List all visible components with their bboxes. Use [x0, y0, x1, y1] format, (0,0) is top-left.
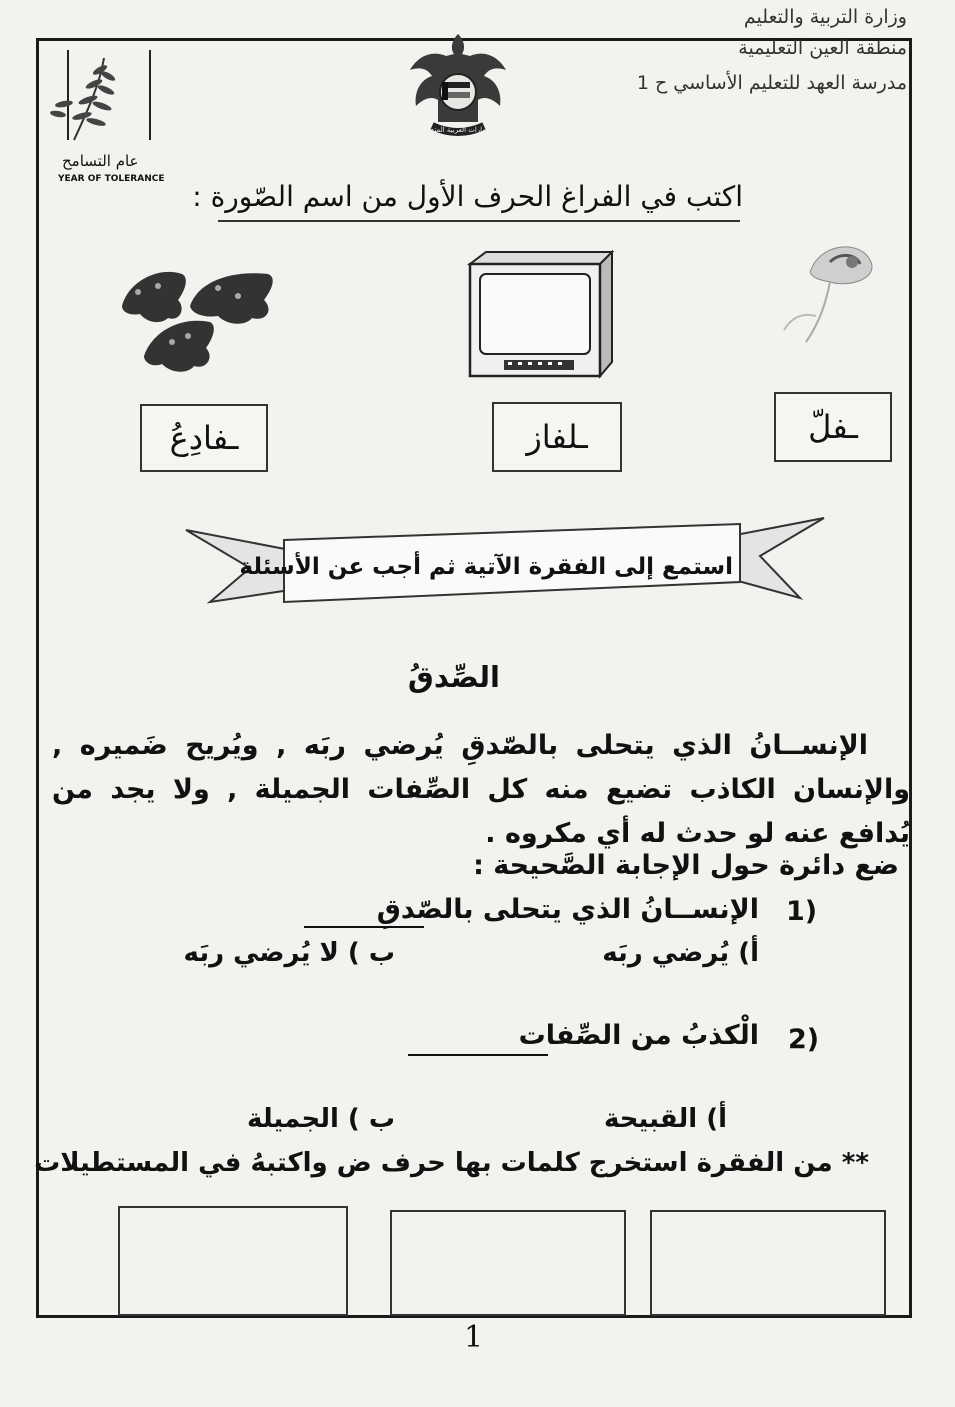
banner-text: استمع إلى الفقرة الآتية ثم أجب عن الأسئلة — [239, 554, 733, 580]
zone-name: منطقة العين التعليمية — [738, 37, 907, 59]
answer-box-2[interactable] — [390, 1210, 626, 1316]
q2-text: الْكذبُ من الصِّفات — [518, 1020, 759, 1051]
instruction-underline — [218, 220, 740, 222]
flower-icon — [770, 232, 900, 352]
q2-blank — [408, 1054, 548, 1056]
word-box-flower: ـفلّ — [774, 392, 892, 462]
passage-title: الصِّدقُ — [407, 660, 500, 694]
tolerance-ar: عام التسامح — [62, 152, 139, 170]
q2-option-a[interactable]: أ) القبيحة — [604, 1104, 727, 1134]
q1-blank — [304, 926, 424, 928]
ministry-name: وزارة التربية والتعليم — [743, 6, 907, 28]
q1-number: 1) — [786, 896, 818, 927]
school-name: مدرسة العهد للتعليم الأساسي ح 1 — [636, 72, 907, 94]
tv-icon — [464, 250, 614, 385]
word-box-frogs: ـفادِعُ — [140, 404, 268, 472]
q1-option-a[interactable]: أ) يُرضي ربَه — [602, 938, 759, 968]
q2-option-b[interactable]: ب ) الجميلة — [247, 1104, 395, 1134]
tolerance-plant-icon — [44, 48, 154, 148]
emblem-caption: الإمارات العربية المتحدة — [422, 126, 492, 134]
picture-tv — [464, 250, 614, 385]
mcq-instruction: ضع دائرة حول الإجابة الصَّحيحة : — [473, 850, 899, 881]
extract-instruction: ** من الفقرة استخرج كلمات بها حرف ض واكتبهُ في المستطيلات — [34, 1148, 869, 1178]
frogs-icon — [118, 252, 288, 392]
uae-emblem — [402, 30, 514, 142]
picture-flower — [770, 232, 900, 352]
picture-frogs — [118, 252, 288, 392]
word-box-tv: ـلفاز — [492, 402, 622, 472]
answer-box-1[interactable] — [650, 1210, 886, 1316]
tolerance-en: YEAR OF TOLERANCE — [58, 174, 165, 184]
section1-instruction: اكتب في الفراغ الحرف الأول من اسم الصّورة : — [192, 180, 743, 213]
page-number: 1 — [464, 1320, 484, 1355]
q1-text: الإنســانُ الذي يتحلى بالصّدقِ — [376, 894, 759, 925]
q1-option-b[interactable]: ب ) لا يُرضي ربَه — [183, 938, 395, 968]
q2-number: 2) — [788, 1024, 820, 1055]
answer-box-3[interactable] — [118, 1206, 348, 1316]
tolerance-logo — [44, 48, 165, 188]
passage-text: الإنســانُ الذي يتحلى بالصّدقِ يُرضي ربَه , ويُريح ضَميره , والإنسان الكاذب تضيع منه كل الصِّفات الجميلة , ولا يجد من يُدافع عنه لو حدث له أي مكروه . — [52, 730, 910, 849]
